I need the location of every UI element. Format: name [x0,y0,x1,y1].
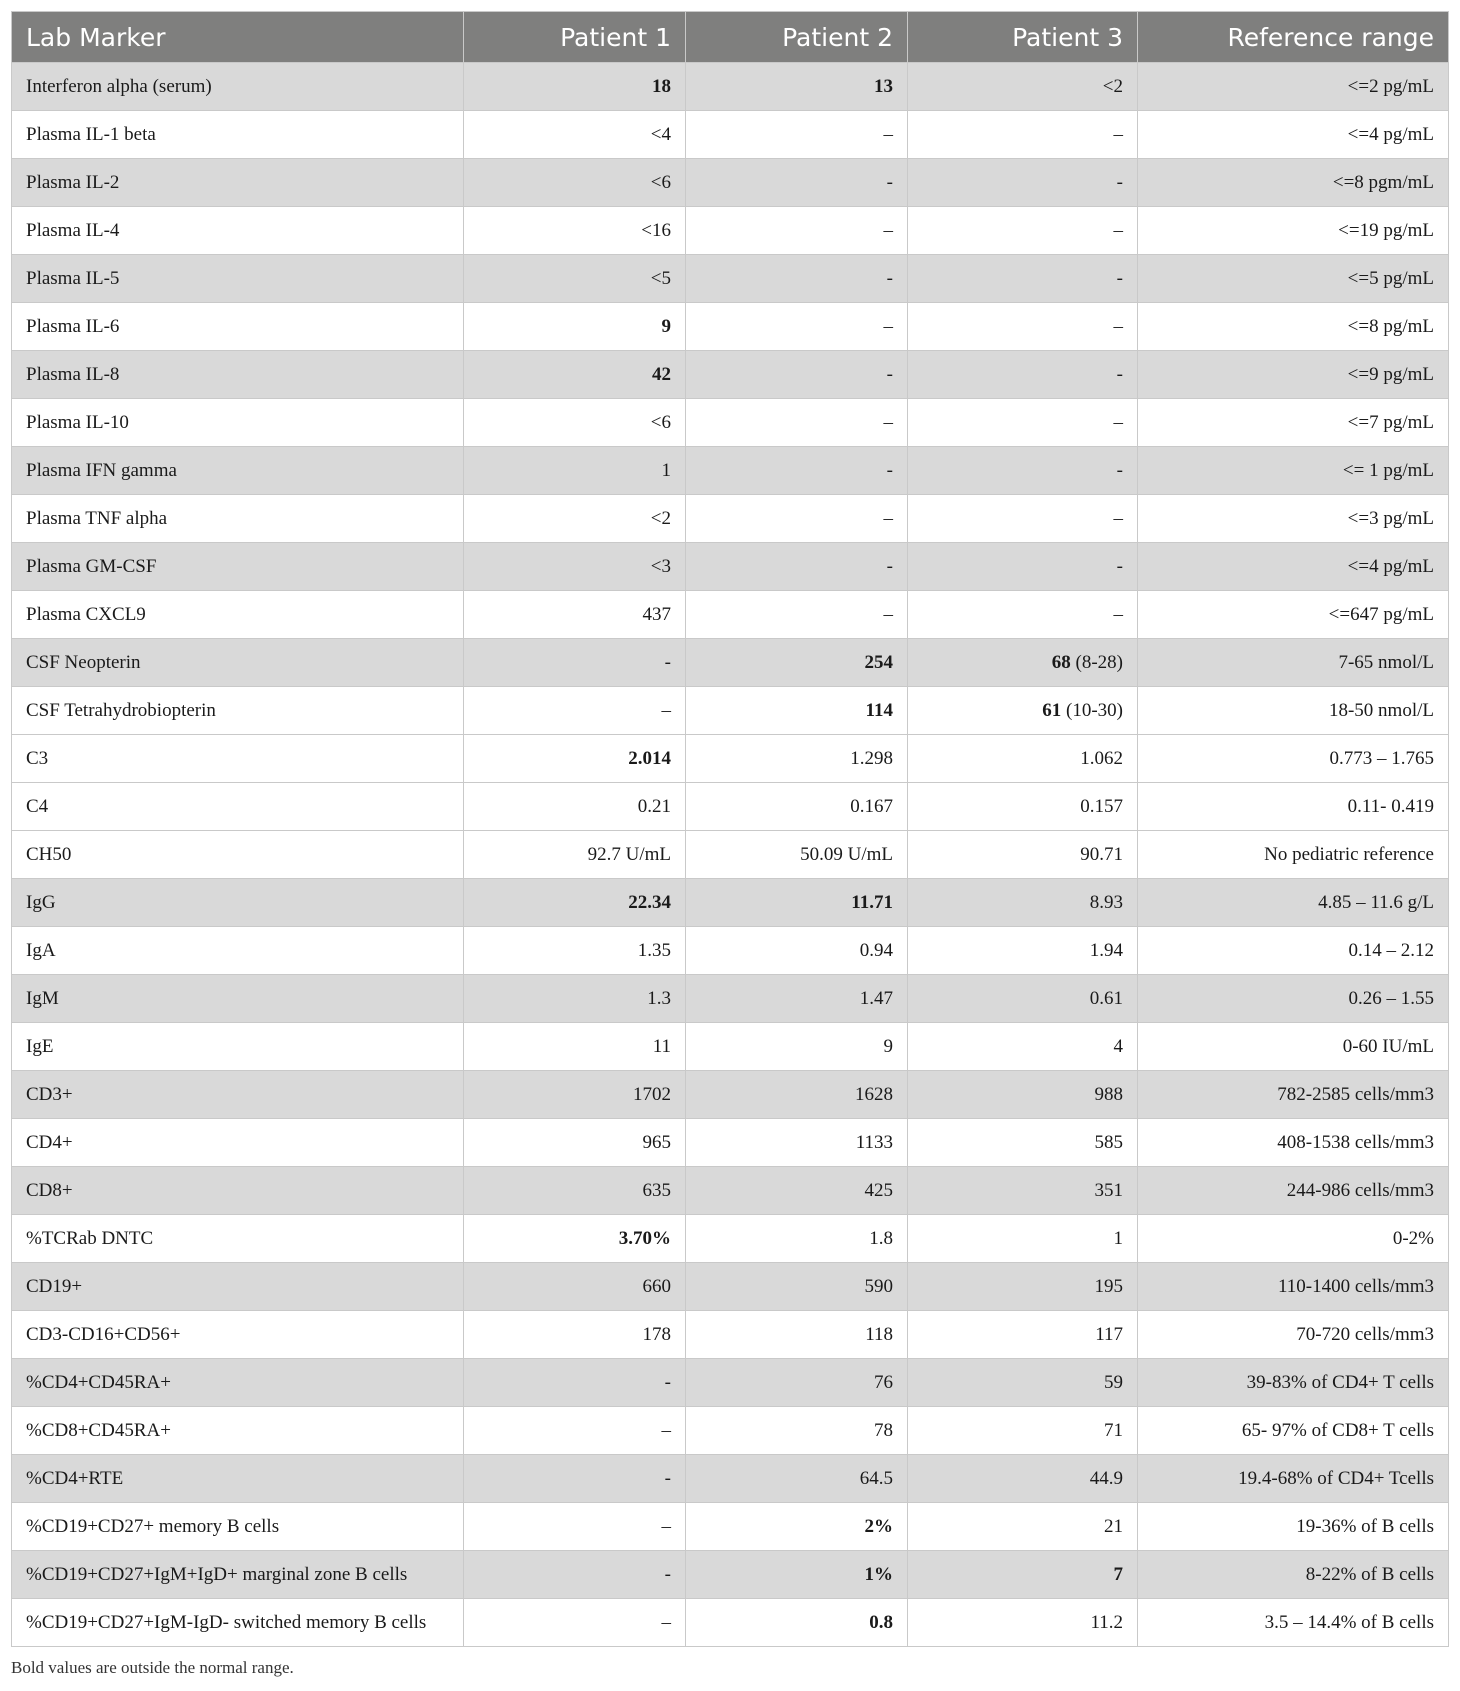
table-footnote: Bold values are outside the normal range. [11,1658,294,1677]
reference-range-cell: <=4 pg/mL [1138,111,1449,159]
patient-3-cell: 44.9 [908,1455,1138,1503]
lab-marker-cell: %CD19+CD27+IgM+IgD+ marginal zone B cells [12,1551,464,1599]
patient-3-cell: 4 [908,1023,1138,1071]
table-row [12,111,1449,159]
table-body [12,63,1449,1647]
lab-marker-cell: Plasma IL-2 [12,159,464,207]
header-row [12,12,1449,63]
table-row [12,1119,1449,1167]
patient-3-cell: – [908,591,1138,639]
reference-range-cell: <=8 pg/mL [1138,303,1449,351]
lab-marker-cell: Plasma IL-6 [12,303,464,351]
table-row [12,1167,1449,1215]
lab-results-table-container [11,11,1448,1647]
lab-marker-cell: IgG [12,879,464,927]
patient-3-cell: – [908,207,1138,255]
table-row [12,303,1449,351]
patient-2-cell: 590 [686,1263,908,1311]
patient-3-cell: 195 [908,1263,1138,1311]
patient-2-cell: 1.47 [686,975,908,1023]
patient-2-cell: 114 [686,687,908,735]
patient-2-cell: 1.298 [686,735,908,783]
lab-marker-cell: CD3+ [12,1071,464,1119]
header-patient-1: Patient 1 [464,12,686,63]
table-row [12,351,1449,399]
lab-marker-cell: %CD4+RTE [12,1455,464,1503]
patient-2-cell: 64.5 [686,1455,908,1503]
patient-3-cell: 11.2 [908,1599,1138,1647]
patient-1-cell: 22.34 [464,879,686,927]
patient-2-cell: 1628 [686,1071,908,1119]
patient-1-cell: 437 [464,591,686,639]
lab-marker-cell: CD3-CD16+CD56+ [12,1311,464,1359]
lab-marker-cell: %CD8+CD45RA+ [12,1407,464,1455]
lab-marker-cell: C3 [12,735,464,783]
patient-3-cell: 8.93 [908,879,1138,927]
lab-marker-cell: Plasma CXCL9 [12,591,464,639]
patient-2-cell: 0.8 [686,1599,908,1647]
patient-2-cell: 50.09 U/mL [686,831,908,879]
patient-1-cell: – [464,687,686,735]
reference-range-cell: 0.26 – 1.55 [1138,975,1449,1023]
reference-range-cell: 0.773 – 1.765 [1138,735,1449,783]
table-row [12,1551,1449,1599]
lab-marker-cell: Plasma IFN gamma [12,447,464,495]
table-row [12,1311,1449,1359]
patient-3-cell: 117 [908,1311,1138,1359]
table-row [12,1503,1449,1551]
patient-3-cell: 90.71 [908,831,1138,879]
patient-1-cell: - [464,1551,686,1599]
reference-range-cell: 3.5 – 14.4% of B cells [1138,1599,1449,1647]
patient-1-cell: – [464,1599,686,1647]
reference-range-cell: 782-2585 cells/mm3 [1138,1071,1449,1119]
lab-marker-cell: %CD19+CD27+ memory B cells [12,1503,464,1551]
table-row [12,1599,1449,1647]
reference-range-cell: 8-22% of B cells [1138,1551,1449,1599]
patient-3-cell: - [908,351,1138,399]
patient-3-cell: - [908,159,1138,207]
table-row [12,831,1449,879]
patient-3-cell: 1.062 [908,735,1138,783]
lab-marker-cell: IgA [12,927,464,975]
patient-3-cell: 71 [908,1407,1138,1455]
lab-marker-cell: Plasma TNF alpha [12,495,464,543]
patient-3-cell: 585 [908,1119,1138,1167]
patient-3-cell: - [908,255,1138,303]
table-row [12,399,1449,447]
header-reference-range: Reference range [1138,12,1449,63]
patient-2-cell: 1% [686,1551,908,1599]
patient-1-cell: 1.35 [464,927,686,975]
lab-marker-cell: %TCRab DNTC [12,1215,464,1263]
reference-range-cell: 244-986 cells/mm3 [1138,1167,1449,1215]
reference-range-cell: 0.14 – 2.12 [1138,927,1449,975]
patient-3-cell: - [908,543,1138,591]
bold-value: 61 [1042,699,1062,721]
patient-1-cell: <16 [464,207,686,255]
patient-2-cell: 2% [686,1503,908,1551]
lab-marker-cell: C4 [12,783,464,831]
lab-marker-cell: Plasma IL-8 [12,351,464,399]
reference-range-cell: 0-60 IU/mL [1138,1023,1449,1071]
patient-3-cell: 59 [908,1359,1138,1407]
patient-2-cell: – [686,495,908,543]
table-row [12,975,1449,1023]
lab-marker-cell: Plasma IL-5 [12,255,464,303]
patient-2-cell: 11.71 [686,879,908,927]
patient-1-cell: 18 [464,63,686,111]
table-row [12,255,1449,303]
lab-marker-cell: CD19+ [12,1263,464,1311]
lab-marker-cell: Plasma IL-4 [12,207,464,255]
patient-1-cell: 3.70% [464,1215,686,1263]
table-header [12,12,1449,63]
patient-1-cell: 660 [464,1263,686,1311]
lab-marker-cell: IgE [12,1023,464,1071]
patient-1-cell: 42 [464,351,686,399]
table-row [12,1407,1449,1455]
patient-1-cell: 9 [464,303,686,351]
patient-2-cell: 425 [686,1167,908,1215]
table-row [12,543,1449,591]
patient-2-cell: 9 [686,1023,908,1071]
patient-2-cell: - [686,447,908,495]
reference-range-cell: 110-1400 cells/mm3 [1138,1263,1449,1311]
patient-3-cell: - [908,447,1138,495]
patient-2-cell: 78 [686,1407,908,1455]
reference-range-cell: <=19 pg/mL [1138,207,1449,255]
reference-range-cell: 18-50 nmol/L [1138,687,1449,735]
reference-range-cell: 65- 97% of CD8+ T cells [1138,1407,1449,1455]
lab-marker-cell: Plasma IL-10 [12,399,464,447]
reference-range-cell: 4.85 – 11.6 g/L [1138,879,1449,927]
patient-3-cell [908,639,1138,687]
patient-3-cell: 1.94 [908,927,1138,975]
patient-1-cell: 11 [464,1023,686,1071]
lab-results-table [11,11,1449,1647]
patient-2-cell: – [686,303,908,351]
reference-range-cell: <=3 pg/mL [1138,495,1449,543]
reference-range-cell: <=647 pg/mL [1138,591,1449,639]
reference-range-cell: No pediatric reference [1138,831,1449,879]
patient-1-cell: 178 [464,1311,686,1359]
table-row [12,591,1449,639]
lab-marker-cell: Plasma IL-1 beta [12,111,464,159]
lab-marker-cell: CD4+ [12,1119,464,1167]
patient-1-cell: – [464,1503,686,1551]
table-row [12,1215,1449,1263]
header-patient-2: Patient 2 [686,12,908,63]
reference-range-cell: 7-65 nmol/L [1138,639,1449,687]
patient-3-cell: 1 [908,1215,1138,1263]
patient-1-cell: <6 [464,159,686,207]
patient-1-cell: - [464,1455,686,1503]
lab-marker-cell: Interferon alpha (serum) [12,63,464,111]
patient-2-cell: 76 [686,1359,908,1407]
reference-range-cell: <=5 pg/mL [1138,255,1449,303]
reference-range-cell: 0.11- 0.419 [1138,783,1449,831]
reference-range-cell: <=9 pg/mL [1138,351,1449,399]
reference-range-cell: 408-1538 cells/mm3 [1138,1119,1449,1167]
patient-1-cell: 1.3 [464,975,686,1023]
reference-range-cell: 19-36% of B cells [1138,1503,1449,1551]
patient-1-cell: <3 [464,543,686,591]
table-row [12,495,1449,543]
patient-1-cell: - [464,639,686,687]
reference-range-cell: <=8 pgm/mL [1138,159,1449,207]
lab-marker-cell: CSF Neopterin [12,639,464,687]
table-row [12,1359,1449,1407]
patient-3-cell: – [908,495,1138,543]
patient-3-cell: 0.61 [908,975,1138,1023]
value-note: (10-30) [1061,699,1123,721]
patient-1-cell: - [464,1359,686,1407]
table-row [12,63,1449,111]
table-row [12,927,1449,975]
lab-marker-cell: CH50 [12,831,464,879]
lab-marker-cell: IgM [12,975,464,1023]
lab-marker-cell: CSF Tetrahydrobiopterin [12,687,464,735]
patient-1-cell: 965 [464,1119,686,1167]
table-row [12,1023,1449,1071]
table-row [12,735,1449,783]
patient-2-cell: – [686,399,908,447]
table-row [12,687,1449,735]
patient-2-cell: - [686,543,908,591]
header-lab-marker: Lab Marker [12,12,464,63]
patient-2-cell: - [686,159,908,207]
table-row [12,783,1449,831]
bold-value: 68 [1051,651,1071,673]
patient-2-cell: 118 [686,1311,908,1359]
table-row [12,1455,1449,1503]
patient-2-cell: 0.167 [686,783,908,831]
patient-2-cell: - [686,255,908,303]
patient-3-cell: 21 [908,1503,1138,1551]
lab-marker-cell: CD8+ [12,1167,464,1215]
table-row [12,639,1449,687]
patient-2-cell: – [686,111,908,159]
patient-3-cell: 0.157 [908,783,1138,831]
reference-range-cell: 39-83% of CD4+ T cells [1138,1359,1449,1407]
patient-1-cell: 92.7 U/mL [464,831,686,879]
reference-range-cell: <=7 pg/mL [1138,399,1449,447]
patient-1-cell: 635 [464,1167,686,1215]
value-note: (8-28) [1070,651,1123,673]
reference-range-cell: <=4 pg/mL [1138,543,1449,591]
patient-1-cell: 1 [464,447,686,495]
lab-marker-cell: Plasma GM-CSF [12,543,464,591]
patient-2-cell: 1.8 [686,1215,908,1263]
patient-2-cell: – [686,207,908,255]
reference-range-cell: <=2 pg/mL [1138,63,1449,111]
header-patient-3: Patient 3 [908,12,1138,63]
patient-2-cell: 0.94 [686,927,908,975]
table-row [12,879,1449,927]
patient-3-cell: 988 [908,1071,1138,1119]
patient-2-cell: - [686,351,908,399]
patient-1-cell: <5 [464,255,686,303]
reference-range-cell: 19.4-68% of CD4+ Tcells [1138,1455,1449,1503]
patient-3-cell: – [908,111,1138,159]
patient-1-cell: 2.014 [464,735,686,783]
patient-1-cell: <4 [464,111,686,159]
patient-1-cell: <2 [464,495,686,543]
patient-3-cell: 351 [908,1167,1138,1215]
lab-marker-cell: %CD19+CD27+IgM-IgD- switched memory B cells [12,1599,464,1647]
table-row [12,1071,1449,1119]
patient-3-cell [908,687,1138,735]
table-row [12,207,1449,255]
patient-3-cell: – [908,399,1138,447]
patient-2-cell: – [686,591,908,639]
patient-3-cell: <2 [908,63,1138,111]
reference-range-cell: <= 1 pg/mL [1138,447,1449,495]
patient-3-cell: – [908,303,1138,351]
table-row [12,1263,1449,1311]
reference-range-cell: 70-720 cells/mm3 [1138,1311,1449,1359]
patient-2-cell: 254 [686,639,908,687]
table-row [12,159,1449,207]
patient-2-cell: 13 [686,63,908,111]
patient-3-cell: 7 [908,1551,1138,1599]
patient-1-cell: <6 [464,399,686,447]
table-row [12,447,1449,495]
patient-2-cell: 1133 [686,1119,908,1167]
patient-1-cell: 1702 [464,1071,686,1119]
reference-range-cell: 0-2% [1138,1215,1449,1263]
lab-marker-cell: %CD4+CD45RA+ [12,1359,464,1407]
patient-1-cell: 0.21 [464,783,686,831]
patient-1-cell: – [464,1407,686,1455]
